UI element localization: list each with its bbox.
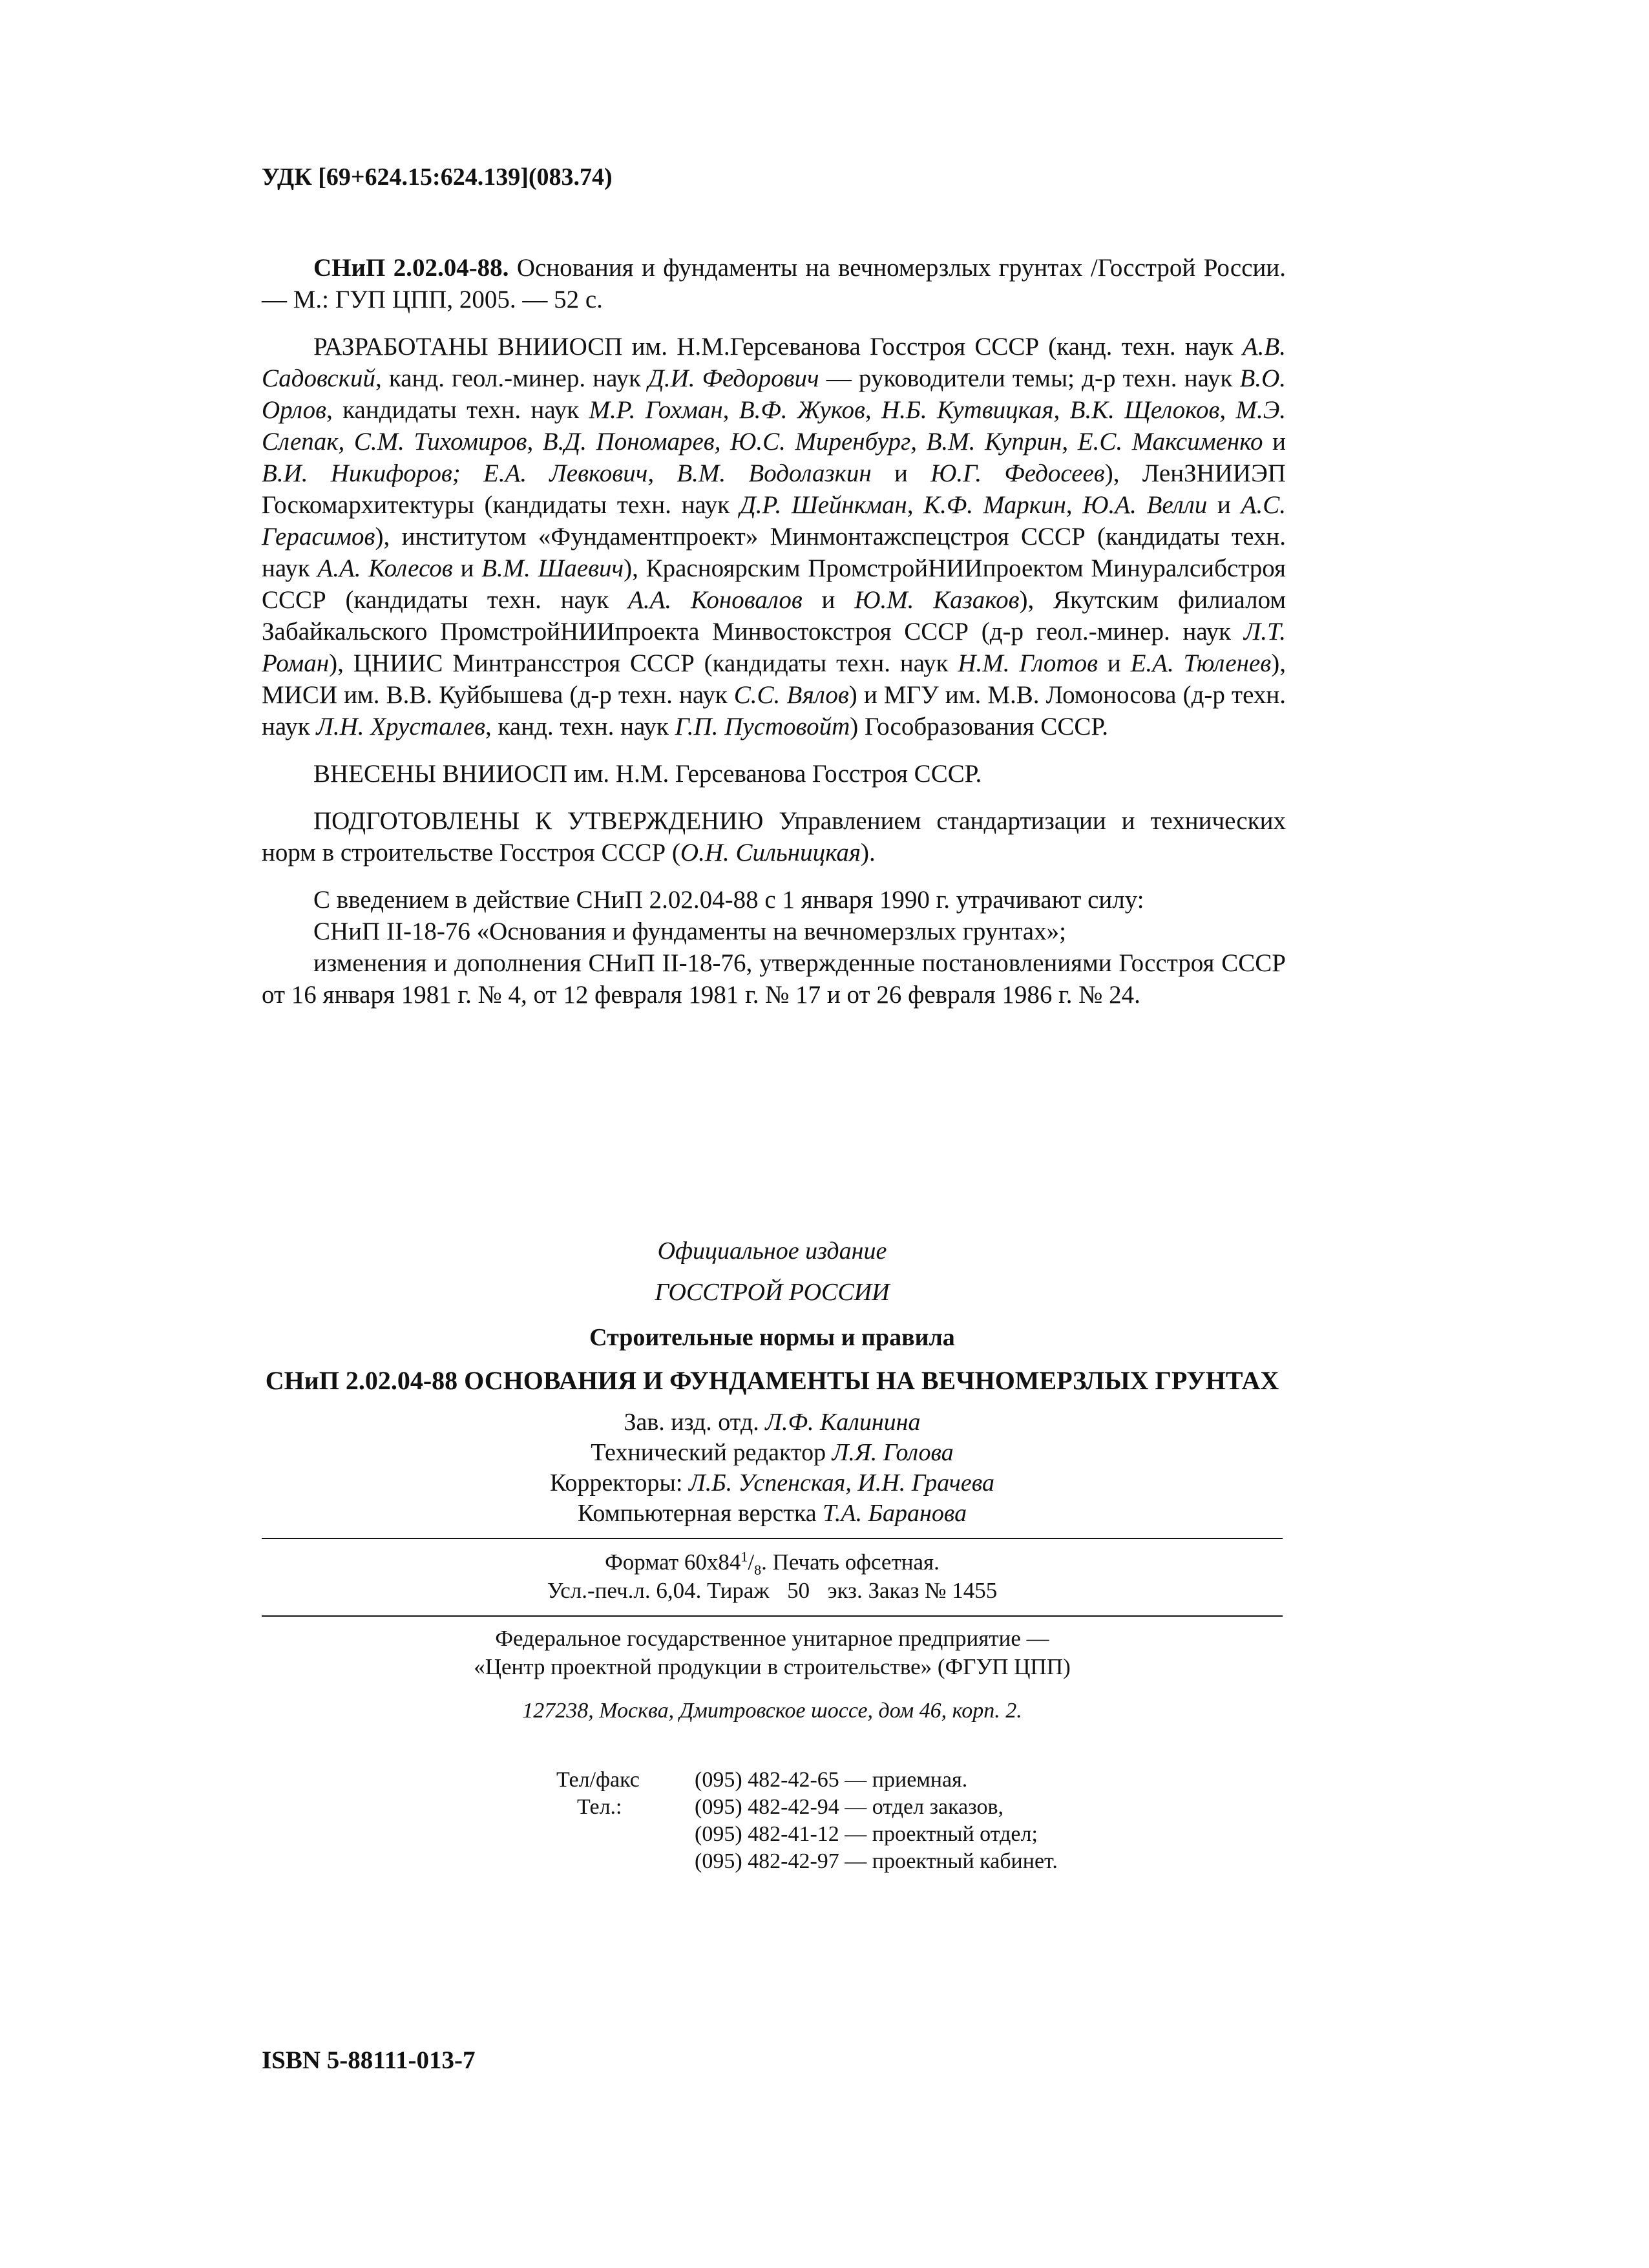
imprint-block (255, 1234, 1289, 1873)
developed-text: и (802, 586, 855, 614)
phone-list (255, 1739, 1289, 1873)
credit-name: Л.Б. Успенская, И.Н. Грачева (688, 1469, 995, 1496)
developed-text: ), институтом «Фундаментпроект» Минмонтажспецстроя СССР (кандидаты техн. наук (262, 523, 1286, 582)
developed-text: и (452, 554, 482, 582)
developed-text: и (1207, 491, 1241, 519)
developed-text: РАЗРАБОТАНЫ ВНИИОСП им. Н.М.Герсеванова Госстроя СССР (канд. техн. наук (313, 333, 1243, 361)
author-name: Е.А. Тюленев (1130, 649, 1272, 677)
superseded-line: изменения и дополнения СНиП II-18-76, утвержденные постановлениями Госстроя СССР от 16 января 1981 г. № 4, от 12 февраля 1981 г. № 17 и от 26 февраля 1986 г. № 24. (262, 949, 1286, 1009)
developed-text: и (1263, 428, 1287, 456)
enterprise-line: Федеральное государственное унитарное предприятие — (495, 1626, 1049, 1651)
author-name: Д.Р. Шейнкман, К.Ф. Маркин, Ю.А. Велли (739, 491, 1208, 519)
developed-text: ) Гособразования СССР. (850, 713, 1108, 740)
developed-text: — руководители темы; д-р техн. наук (819, 364, 1240, 392)
format-fraction-numerator: 1 (740, 1548, 748, 1565)
author-name: Ю.Г. Федосеев (930, 459, 1105, 487)
bibliographic-text: Основания и фундаменты на вечномерзлых грунтах /Госстрой России. — М.: ГУП ЦПП, 2005. — 52 с. (262, 254, 1286, 313)
credit-role: Компьютерная верстка (577, 1500, 823, 1527)
doc-code: СНиП 2.02.04-88. (313, 254, 509, 282)
phone-row (651, 1821, 1058, 1902)
document-title: СНиП 2.02.04-88 ОСНОВАНИЯ И ФУНДАМЕНТЫ НА ВЕЧНОМЕРЗЛЫХ ГРУНТАХ (265, 1366, 1279, 1395)
author-name: А.А. Коновалов (628, 586, 803, 614)
print-specs (255, 1539, 1289, 1615)
phone-desc: — проектный кабинет. (845, 1849, 1058, 1873)
udk-code: УДК [69+624.15:624.139](083.74) (262, 163, 613, 191)
isbn-number: ISBN 5-88111-013-7 (262, 2046, 476, 2074)
developed-text: , кандидаты техн. наук (326, 396, 589, 424)
prepared-text: ПОДГОТОВЛЕНЫ К УТВЕРЖДЕНИЮ Управлением стандартизации и технических норм в строительстве Госстроя СССР ( (262, 807, 1286, 866)
print-run-line (255, 1577, 1289, 1605)
author-name: А.В. Садовский (262, 333, 1286, 392)
author-name: В.И. Никифоров; Е.А. Левкович, В.М. Водолазкин (262, 459, 872, 487)
developed-text: ), ЦНИИС Минтрансстроя СССР (кандидаты техн. наук (329, 649, 958, 677)
phone-label: Тел/факс (556, 1768, 640, 1792)
author-name: Д.И. Федорович (648, 364, 819, 392)
phone-desc: — приемная. (845, 1768, 968, 1792)
credits-list (255, 1407, 1289, 1529)
phone-desc: — проектный отдел; (845, 1822, 1038, 1846)
bibliographic-record (262, 252, 1286, 315)
author-name: Ю.М. Казаков (854, 586, 1020, 614)
developed-text: ), ЛенЗНИИЭП Госкомархитектуры (кандидаты техн. наук (262, 459, 1287, 519)
developed-text: ), Якутским филиалом Забайкальского ПромстройНИИпроекта Минвостокстроя СССР (д-р геол.-минер. наук (262, 586, 1287, 646)
developed-by (262, 331, 1286, 742)
series-title: Строительные нормы и правила (589, 1324, 955, 1351)
author-name: А.С. Герасимов (262, 491, 1287, 551)
author-name: А.А. Колесов (317, 554, 453, 582)
front-matter (262, 162, 1286, 1011)
postal-address: 127238, Москва, Дмитровское шоссе, дом 46, корп. 2. (522, 1699, 1022, 1723)
credit-row (255, 1468, 1289, 1498)
developed-text: ) и МГУ им. М.В. Ломоносова (д-р техн. наук (262, 681, 1286, 740)
author-name: Л.Т. Роман (262, 618, 1286, 677)
credit-row (255, 1438, 1289, 1468)
author-name: Н.М. Глотов (958, 649, 1098, 677)
credit-name: Л.Я. Голова (832, 1439, 954, 1466)
credit-row (255, 1407, 1289, 1438)
credit-name: Т.А. Баранова (823, 1500, 967, 1527)
developed-text: и (871, 459, 931, 487)
format-text: . Печать офсетная. (761, 1549, 940, 1575)
author-name: В.О. Орлов (262, 364, 1286, 424)
format-line: Формат $60х84^1/_8$. Печать офсетная. (605, 1548, 940, 1578)
phone-row (533, 1767, 622, 1848)
author-name: В.М. Шаевич (481, 554, 624, 582)
credit-role: Технический редактор (591, 1439, 832, 1466)
phone-desc: — отдел заказов, (845, 1795, 1004, 1819)
author-name: С.С. Вялов (733, 681, 849, 709)
credit-name: Л.Ф. Калинина (765, 1409, 921, 1436)
developed-text: , канд. техн. наук (485, 713, 675, 740)
developed-text: ), Красноярским ПромстройНИИпроектом Минуралсибстроя СССР (кандидаты техн. наук (262, 554, 1286, 614)
superseded-line: С введением в действие СНиП 2.02.04-88 с 1 января 1990 г. утрачивают силу: (313, 886, 1144, 914)
enterprise-line: «Центр проектной продукции в строительстве» (ФГУП ЦПП) (474, 1654, 1071, 1679)
phone-number: (095) 482-42-97 (695, 1849, 839, 1873)
official-edition-label: Официальное издание (657, 1237, 887, 1265)
superseded-line: СНиП II-18-76 «Основания и фундаменты на вечномерзлых грунтах»; (313, 918, 1066, 945)
superseded-documents (262, 884, 1286, 1011)
copies-count: 50 (787, 1578, 810, 1603)
prepared-text: ). (861, 839, 876, 866)
format-text: Формат 60х84 (605, 1549, 741, 1575)
phone-number: (095) 482-41-12 (695, 1822, 839, 1846)
phone-number: (095) 482-42-65 (695, 1768, 839, 1792)
print-run-text: Усл.-печ.л. 6,04. Тираж (547, 1578, 770, 1603)
credit-row (255, 1498, 1289, 1529)
author-name: М.Р. Гохман, В.Ф. Жуков, Н.Б. Кутвицкая, В.К. Щелоков, М.Э. Слепак, С.М. Тихомиров, В.Д. Пономарев, Ю.С. Миренбург, В.М. Куприн, Е.С. Максименко (262, 396, 1286, 456)
introduced-by: ВНЕСЕНЫ ВНИИОСП им. Н.М. Герсеванова Госстроя СССР. (313, 760, 982, 788)
developed-text: ), МИСИ им. В.В. Куйбышева (д-р техн. наук (262, 649, 1286, 709)
author-name: О.Н. Сильницкая (680, 839, 861, 866)
developed-text: и (1098, 649, 1131, 677)
print-run-text: экз. Заказ № 1455 (827, 1578, 998, 1603)
credit-role: Зав. изд. отд. (624, 1409, 766, 1436)
enterprise-info (255, 1617, 1289, 1681)
author-name: Г.П. Пустовойт (675, 713, 850, 740)
publisher-name: ГОССТРОЙ РОССИИ (655, 1279, 890, 1306)
prepared-for-approval (262, 805, 1286, 868)
developed-text: , канд. геол.-минер. наук (375, 364, 649, 392)
format-fraction-denominator: 8 (754, 1562, 762, 1578)
phone-number: (095) 482-42-94 (695, 1795, 839, 1819)
phone-label: Тел.: (577, 1795, 622, 1819)
author-name: Л.Н. Хрусталев (316, 713, 486, 740)
credit-role: Корректоры: (549, 1469, 689, 1496)
